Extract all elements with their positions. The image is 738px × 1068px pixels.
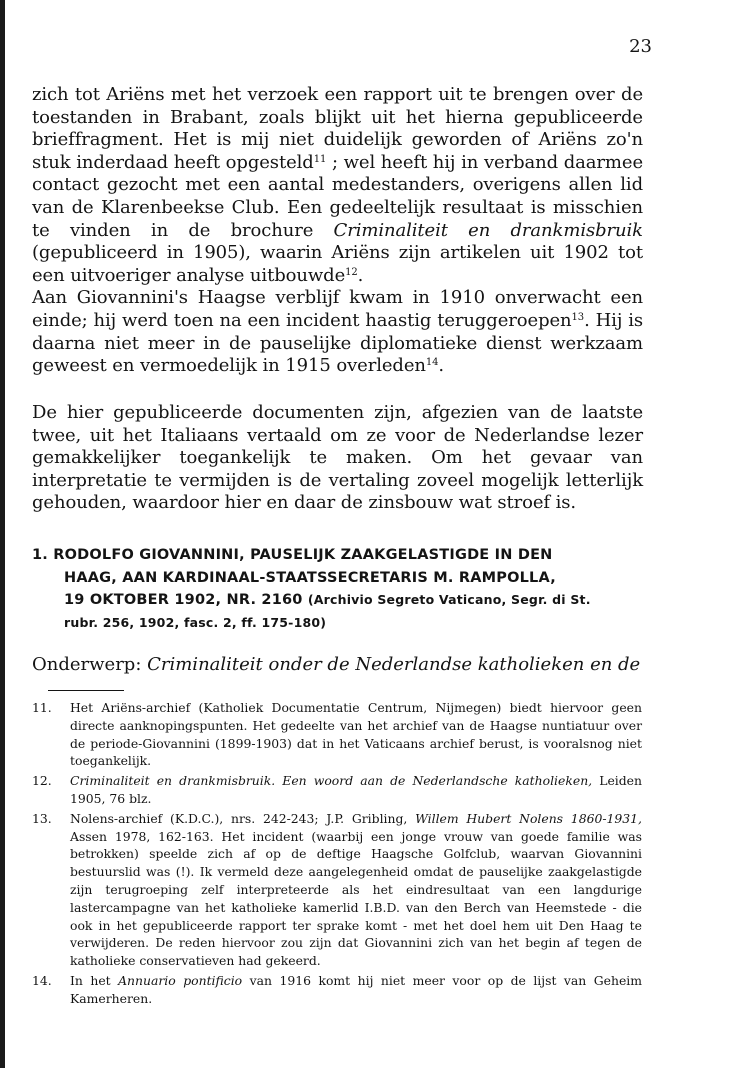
footnote-separator: [48, 690, 124, 691]
paragraph-3: [32, 402, 643, 515]
text-run: van 1916 komt hij niet meer voor op de lijst van Geheim Kamerheren.: [70, 972, 642, 1006]
footnote-text: [70, 773, 642, 806]
paragraph-2: [32, 287, 643, 377]
footnote-number: 14.: [32, 972, 52, 988]
text-run: De hier gepubliceerde documenten zijn, afgezien van de laatste twee, uit het Italiaans vertaald om ze voor de Nederlandse lezer gemakkelijker toegankelijk te maken. Om het gevaar van interpretatie te vermijden is de vertaling zoveel mogelijk letterlijk gehouden, waardoor hier en daar de zinsbouw wat stroef is.: [32, 402, 643, 514]
footnote-12: [32, 772, 642, 808]
footnote-13: [32, 810, 642, 970]
footnote-text: [70, 973, 642, 1006]
heading-source: (Archivio Segreto Vaticano, Segr. di St.: [307, 592, 591, 608]
text-run: (gepubliceerd in 1905), waarin Ariëns zijn artikelen uit 1902 tot een uitvoeriger analyse uitbouwde: [32, 242, 643, 286]
heading-line-4: rubr. 256, 1902, fasc. 2, ff. 175-180): [64, 614, 327, 630]
italic-text: Willem Hubert Nolens 1860-1931,: [415, 810, 642, 826]
footnote-reference: 13: [571, 311, 585, 323]
footnote-text: [70, 811, 642, 968]
text-run: Leiden 1905, 76 blz.: [70, 773, 642, 806]
heading-date-number: 19 OKTOBER 1902, NR. 2160: [64, 592, 308, 609]
text-run: .: [357, 264, 364, 286]
footnote-reference: 12: [345, 266, 358, 278]
footnote-number: 12.: [32, 773, 52, 789]
footnote-14: [32, 972, 642, 1008]
footnote-text: [70, 700, 642, 768]
footnotes: [32, 699, 642, 1010]
heading-line-3: [32, 589, 643, 612]
intro-text: [32, 84, 643, 378]
document-heading: [32, 544, 643, 634]
text-run: . Hij is daarna niet meer in de pauselijke diplomatieke dienst werkzaam geweest en vermoedelijk in 1915 overleden: [32, 309, 643, 377]
paragraph-1: [32, 84, 643, 287]
text-run: Assen 1978, 162-163. Het incident (waarbij een jonge vrouw van goede familie was betrokken) speelde zich af op de deftige Haagsche Golfclub, waarvan Giovannini bestuurslid was (!). Ik vermeld deze aangelegenheid omdat de pauselijke zaakgelastigde zijn terugroeping zelf interpreteerde als het eindresultaat van een langdurige lastercampagne van het katholieke kamerlid I.B.D. van den Berch van Heemstede - die ook in het gepubliceerde rapport ter sprake komt - met het doel hem uit Den Haag te verwijderen. De reden hiervoor zou zijn dat Giovannini zich van het begin af tegen de katholieke conservatieven had gekeerd.: [70, 828, 642, 969]
italic-text: Criminaliteit en drankmisbruik. Een woord aan de Nederlandsche katholieken,: [70, 773, 593, 789]
intro-text-2: [32, 402, 643, 515]
heading-line-2: HAAG, AAN KARDINAAL-STAATSSECRETARIS M. RAMPOLLA,: [64, 569, 556, 586]
text-run: In het: [70, 972, 119, 988]
binding-edge: [0, 0, 5, 1068]
page-number: 23: [629, 36, 652, 57]
text-run: .: [438, 355, 445, 377]
footnote-number: 11.: [32, 700, 52, 715]
footnote-11: [32, 699, 642, 770]
footnote-number: 13.: [32, 810, 52, 826]
subject-label: Onderwerp:: [32, 654, 148, 675]
italic-text: Criminaliteit en drankmisbruik: [333, 219, 643, 241]
italic-text: Annuario pontificio: [118, 972, 243, 988]
footnote-reference: 14: [425, 357, 439, 369]
text-run: zich tot Ariëns met het verzoek een rapport uit te brengen over de toestanden in Brabant, zoals blijkt uit het hierna gepubliceerde brieffragment. Het is mij niet duidelijk geworden of Ariëns zo'n stuk inderdaad heeft opgesteld: [32, 84, 643, 173]
subject-text: Criminaliteit onder de Nederlandse katholieken en de: [147, 654, 641, 675]
subject-line: [32, 653, 652, 677]
text-run: Aan Giovannini's Haagse verblijf kwam in 1910 onverwacht een einde; hij werd toen na een incident haastig teruggeroepen: [32, 287, 643, 331]
text-run: ; wel heeft hij in verband daarmee contact gezocht met een aantal medestanders, overigens allen lid van de Klarenbeekse Club. Een gedeeltelijk resultaat is misschien te vinden in de brochure: [32, 151, 643, 241]
text-run: Nolens-archief (K.D.C.), nrs. 242-243; J.P. Gribling,: [70, 810, 416, 826]
text-run: Het Ariëns-archief (Katholiek Documentatie Centrum, Nijmegen) biedt hiervoor geen directe aanknopingspunten. Het gedeelte van het archief van de Haagse nuntiatuur over de periode-Giovannini (1899-1903) dat in het Vaticaans archief berust, is vooralsnog niet toegankelijk.: [70, 700, 642, 769]
footnote-reference: 11: [313, 153, 327, 165]
heading-line-1: 1. RODOLFO GIOVANNINI, PAUSELIJK ZAAKGELASTIGDE IN DEN: [32, 547, 553, 563]
